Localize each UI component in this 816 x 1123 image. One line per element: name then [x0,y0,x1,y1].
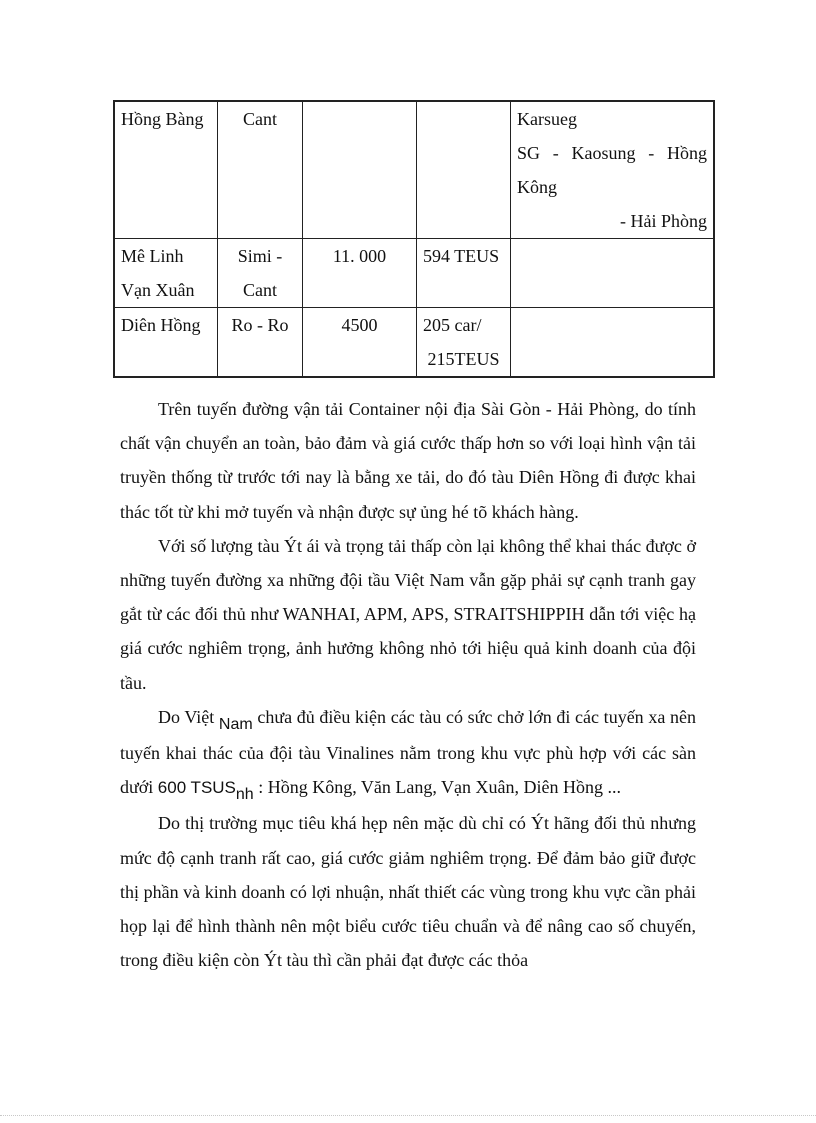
table-row [114,239,714,308]
table-row [114,101,714,239]
body-text [120,392,696,977]
country-word: Nam [218,715,253,733]
route-cell [511,239,715,308]
capacity: 215TEUS [427,349,500,369]
route-line: - Hải Phòng [620,211,707,231]
route-line: Karsueg [517,109,577,129]
tonnage: 11. 000 [332,246,387,266]
ship-type: Cant [243,280,277,300]
route-line: SG - Kaosung - Hồng [517,143,707,163]
tonnage-cell [303,239,417,308]
ship-type-cell [218,101,303,239]
capacity: 205 car/ [423,315,482,335]
route-cell [511,101,715,239]
subscript-text: nh [235,786,254,804]
tonnage: 4500 [341,315,378,335]
ship-type: Simi - [237,246,283,266]
ship-type-cell [218,308,303,378]
route-cell [511,308,715,378]
paragraph: Trên tuyến đường vận tải Container nội địa Sài Gòn - Hải Phòng, do tính chất vận chuyển an toàn, bảo đảm và giá cước thấp hơn so với loại hình vận tải truyền thống từ trước tới nay là bằng xe tải, do đó tàu Diên Hồng đi được khai thác tốt từ khi mở tuyến và nhận được sự ủng hé tõ khách hàng. [120,399,696,522]
route-line: Kông [517,177,557,197]
ship-type-cell [218,239,303,308]
ship-name: Vạn Xuân [121,280,195,300]
paragraph-text: chưa đủ điều kiện các tàu có sức chở lớn đi các tuyến xa nên tuyến khai thác của đội tàu Vinalines nằm trong khu vực phù hợp với các sàn dưới [120,706,696,798]
ship-name-cell [114,308,218,378]
ship-table [113,100,715,378]
ship-name: Hồng Bàng [121,109,204,129]
capacity-cell [417,101,511,239]
ship-name-cell [114,101,218,239]
capacity-cell [417,308,511,378]
ship-name: Mê Linh [121,246,184,266]
ship-name: Diên Hồng [121,315,201,335]
tonnage-cell [303,101,417,239]
capacity: 594 TEUS [423,246,500,266]
paragraph: Với số lượng tàu Ýt ái và trọng tải thấp còn lại không thể khai thác được ở những tuyến đường xa những đội tầu Việt Nam vẫn gặp phải sự cạnh tranh gay gắt từ các đối thủ như WANHAI, APM, APS, STRAITSHIPPIH dẫn tới việc hạ giá cước nghiêm trọng, ảnh hưởng không nhỏ tới hiệu quả kinh doanh của đội tầu. [120,535,696,693]
paragraph-text: : Hồng Kông, Văn Lang, Vạn Xuân, Diên Hồng ... [253,777,621,798]
page-bottom-rule [0,1115,816,1116]
tsus-value: 600 TSUS [157,778,236,798]
paragraph: Do thị trường mục tiêu khá hẹp nên mặc dù chỉ có Ýt hãng đối thủ nhưng mức độ cạnh tranh rất cao, giá cước giảm nghiêm trọng. Để đảm bảo giữ được thị phần và kinh doanh có lợi nhuận, nhất thiết các vùng trong khu vực cần phải họp lại để hình thành nên một biểu cước tiêu chuẩn và để nâng cao số chuyến, trong điều kiện còn Ýt tàu thì cần phải đạt được các thỏa [120,813,696,971]
ship-type: Cant [243,109,277,129]
paragraph-text: Do Việt [158,706,219,727]
ship-name-cell [114,239,218,308]
ship-type: Ro - Ro [231,315,289,335]
capacity-cell [417,239,511,308]
paragraph [120,700,696,807]
tonnage-cell [303,308,417,378]
table-row [114,308,714,378]
